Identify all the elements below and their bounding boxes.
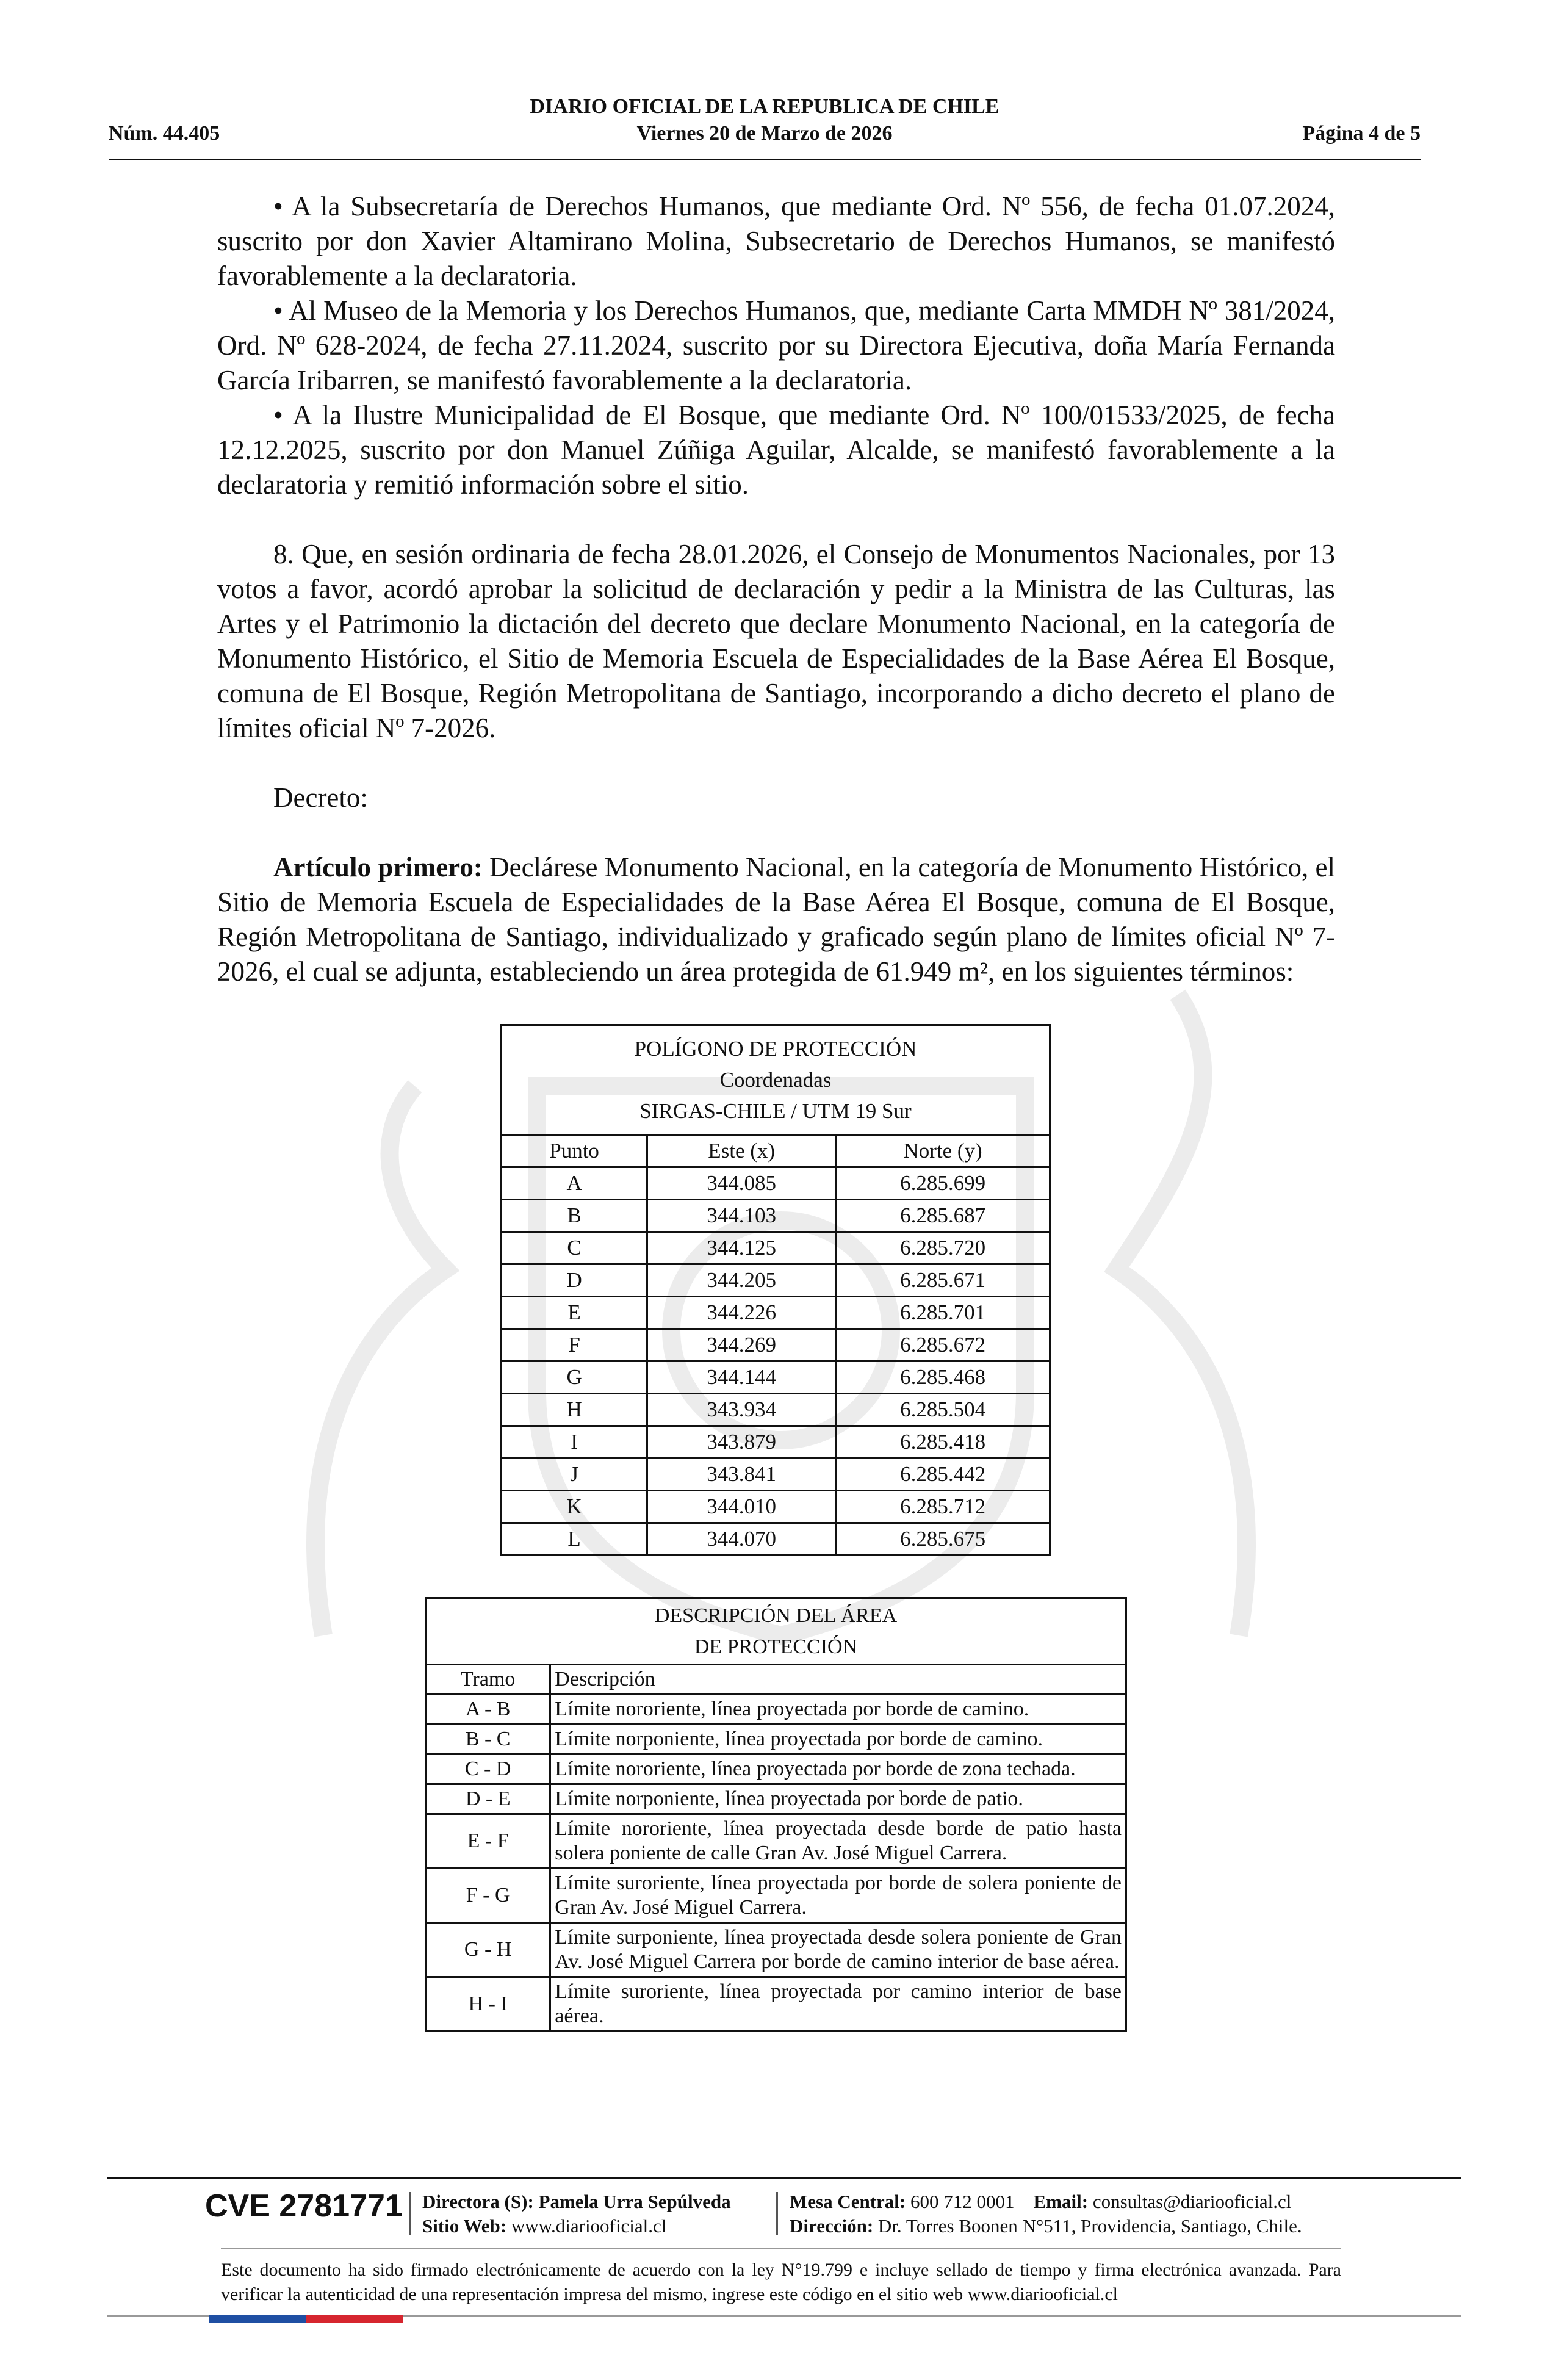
- northing-value: 6.285.701: [836, 1297, 1050, 1329]
- footer-separator-2: [776, 2192, 778, 2235]
- description-row: [426, 1977, 1126, 2032]
- tramo-description: Límite nororiente, línea proyectada por borde de camino.: [550, 1695, 1126, 1725]
- polygon-table-title-row: [502, 1025, 1050, 1135]
- northing-value: 6.285.418: [836, 1426, 1050, 1459]
- polygon-row: [502, 1200, 1050, 1232]
- description-row: [426, 1814, 1126, 1869]
- northing-value: 6.285.720: [836, 1232, 1050, 1264]
- northing-value: 6.285.687: [836, 1200, 1050, 1232]
- tramo-label: G - H: [426, 1923, 550, 1977]
- northing-value: 6.285.672: [836, 1329, 1050, 1361]
- paragraph-consejo: 8. Que, en sesión ordinaria de fecha 28.01.2026, el Consejo de Monumentos Nacionales, por 13 votos a favor, acordó aprobar la solicitud de declaración y pedir a la Ministra de las Culturas, las Artes y el Patrimonio la dictación del decreto que declare Monumento Nacional, en la categoría de Monumento Histórico, el Sitio de Memoria Escuela de Especialidades de la Base Aérea El Bosque, comuna de El Bosque, Región Metropolitana de Santiago, incorporando a dicho decreto el plano de límites oficial Nº 7-2026.: [217, 539, 1335, 743]
- footer-mid-rule: [221, 2248, 1341, 2249]
- page-header: [109, 92, 1421, 160]
- paragraph-municipalidad: • A la Ilustre Municipalidad de El Bosque, que mediante Ord. Nº 100/01533/2025, de fecha 12.12.2025, suscrito por don Manuel Zúñiga Aguilar, Alcalde, se manifestó favorablemente a la declaratoria y remitió información sobre el sitio.: [217, 400, 1335, 500]
- description-table-body: [426, 1695, 1126, 2032]
- area-description-table: [425, 1597, 1127, 2032]
- easting-value: 344.269: [647, 1329, 836, 1361]
- email-label: Email:: [1033, 2191, 1089, 2212]
- northing-value: 6.285.468: [836, 1361, 1050, 1394]
- point-label: C: [502, 1232, 647, 1264]
- col-este: Este (x): [647, 1135, 836, 1167]
- description-row: [426, 1923, 1126, 1977]
- footer-top-rule: [107, 2177, 1461, 2179]
- flag-stripe: [209, 2315, 403, 2323]
- tramo-label: F - G: [426, 1869, 550, 1923]
- northing-value: 6.285.504: [836, 1394, 1050, 1426]
- address-text: Dr. Torres Boonen N°511, Providencia, Santiago, Chile.: [877, 2215, 1302, 2237]
- col-punto: Punto: [502, 1135, 647, 1167]
- tramo-description: Límite surponiente, línea proyectada desde solera poniente de Gran Av. José Miguel Carrera por borde de camino interior de base aérea.: [550, 1923, 1126, 1977]
- tramo-description: Límite suroriente, línea proyectada por camino interior de base aérea.: [550, 1977, 1126, 2032]
- director-label: Directora (S):: [422, 2191, 534, 2212]
- polygon-table-body: [502, 1167, 1050, 1556]
- easting-value: 344.070: [647, 1523, 836, 1556]
- tramo-label: C - D: [426, 1754, 550, 1784]
- northing-value: 6.285.699: [836, 1167, 1050, 1200]
- document-body: [217, 189, 1335, 989]
- polygon-datum: SIRGAS-CHILE / UTM 19 Sur: [639, 1099, 912, 1123]
- northing-value: 6.285.671: [836, 1264, 1050, 1297]
- polygon-title: POLÍGONO DE PROTECCIÓN: [634, 1037, 917, 1061]
- description-row: [426, 1784, 1126, 1814]
- col-tramo: Tramo: [426, 1665, 550, 1695]
- tramo-description: Límite nororiente, línea proyectada por borde de zona techada.: [550, 1754, 1126, 1784]
- easting-value: 344.085: [647, 1167, 836, 1200]
- polygon-row: [502, 1264, 1050, 1297]
- description-row: [426, 1869, 1126, 1923]
- polygon-row: [502, 1297, 1050, 1329]
- polygon-row: [502, 1523, 1050, 1556]
- point-label: B: [502, 1200, 647, 1232]
- polygon-row: [502, 1232, 1050, 1264]
- tramo-description: Límite norponiente, línea proyectada por borde de camino.: [550, 1725, 1126, 1754]
- polygon-row: [502, 1491, 1050, 1523]
- mesa-phone: 600 712 0001: [910, 2191, 1015, 2212]
- site-link[interactable]: www.diariooficial.cl: [511, 2215, 667, 2237]
- easting-value: 344.125: [647, 1232, 836, 1264]
- polygon-row: [502, 1329, 1050, 1361]
- article-text: Declárese Monumento Nacional, en la categoría de Monumento Histórico, el Sitio de Memoria Escuela de Especialidades de la Base Aérea El Bosque, comuna de El Bosque, Región Metropolitana de Santiago, individualizado y graficado según plano de límites oficial Nº 7-2026, el cual se adjunta, estableciendo un área protegida de 61.949 m², en los siguientes términos:: [217, 852, 1335, 987]
- tramo-label: A - B: [426, 1695, 550, 1725]
- footer-director-block: [422, 2190, 731, 2238]
- col-norte: Norte (y): [836, 1135, 1050, 1167]
- description-table-title-row: [426, 1598, 1126, 1665]
- easting-value: 344.205: [647, 1264, 836, 1297]
- polygon-row: [502, 1167, 1050, 1200]
- point-label: E: [502, 1297, 647, 1329]
- polygon-subtitle: Coordenadas: [719, 1068, 832, 1092]
- address-label: Dirección:: [790, 2215, 874, 2237]
- page-indicator: Página 4 de 5: [1302, 122, 1421, 145]
- description-table-header: [426, 1665, 1126, 1695]
- point-label: F: [502, 1329, 647, 1361]
- gazette-title: DIARIO OFICIAL DE LA REPUBLICA DE CHILE: [530, 95, 1000, 118]
- polygon-row: [502, 1426, 1050, 1459]
- polygon-coordinates-table: [500, 1024, 1051, 1556]
- tramo-description: Límite nororiente, línea proyectada desde borde de patio hasta solera poniente de calle Gran Av. José Miguel Carrera.: [550, 1814, 1126, 1869]
- point-label: I: [502, 1426, 647, 1459]
- easting-value: 343.879: [647, 1426, 836, 1459]
- director-name: Pamela Urra Sepúlveda: [538, 2191, 731, 2212]
- easting-value: 343.934: [647, 1394, 836, 1426]
- description-row: [426, 1754, 1126, 1784]
- footer-separator: [409, 2192, 411, 2235]
- description-row: [426, 1695, 1126, 1725]
- tramo-label: H - I: [426, 1977, 550, 2032]
- polygon-row: [502, 1459, 1050, 1491]
- easting-value: 343.841: [647, 1459, 836, 1491]
- flag-red-segment: [306, 2315, 403, 2323]
- col-descripcion: Descripción: [550, 1665, 1126, 1695]
- tramo-label: E - F: [426, 1814, 550, 1869]
- article-heading: Artículo primero:: [273, 852, 483, 882]
- paragraph-museo: • Al Museo de la Memoria y los Derechos Humanos, que, mediante Carta MMDH Nº 381/2024, Ord. Nº 628-2024, de fecha 27.11.2024, suscrito por su Directora Ejecutiva, doña María Fernanda García Iribarren, se manifestó favorablemente a la declaratoria.: [217, 295, 1335, 395]
- tramo-description: Límite suroriente, línea proyectada por borde de solera poniente de Gran Av. José Miguel Carrera.: [550, 1869, 1126, 1923]
- easting-value: 344.010: [647, 1491, 836, 1523]
- paragraph-articulo-primero: [217, 850, 1335, 989]
- email-link[interactable]: consultas@diariooficial.cl: [1092, 2191, 1292, 2212]
- signature-note: Este documento ha sido firmado electrónicamente de acuerdo con la ley N°19.799 e incluye sellado de tiempo y firma electrónica avanzada. Para verificar la autenticidad de una representación impresa del mismo, ingrese este código en el sitio web www.diariooficial.cl: [221, 2260, 1341, 2304]
- description-title: DESCRIPCIÓN DEL ÁREA: [654, 1604, 898, 1627]
- tramo-description: Límite norponiente, línea proyectada por borde de patio.: [550, 1784, 1126, 1814]
- flag-blue-segment: [209, 2315, 306, 2323]
- point-label: H: [502, 1394, 647, 1426]
- description-row: [426, 1725, 1126, 1754]
- polygon-row: [502, 1394, 1050, 1426]
- issue-number: Núm. 44.405: [109, 122, 220, 145]
- point-label: G: [502, 1361, 647, 1394]
- paragraph-decreto: Decreto:: [273, 782, 368, 813]
- northing-value: 6.285.675: [836, 1523, 1050, 1556]
- easting-value: 344.103: [647, 1200, 836, 1232]
- paragraph-subsecretaria: • A la Subsecretaría de Derechos Humanos, que mediante Ord. Nº 556, de fecha 01.07.2024, suscrito por don Xavier Altamirano Molina, Subsecretario de Derechos Humanos, se manifestó favorablemente a la declaratoria.: [217, 191, 1335, 291]
- easting-value: 344.226: [647, 1297, 836, 1329]
- point-label: L: [502, 1523, 647, 1556]
- easting-value: 344.144: [647, 1361, 836, 1394]
- point-label: J: [502, 1459, 647, 1491]
- polygon-table-header: [502, 1135, 1050, 1167]
- issue-date: Viernes 20 de Marzo de 2026: [636, 122, 893, 145]
- northing-value: 6.285.442: [836, 1459, 1050, 1491]
- point-label: A: [502, 1167, 647, 1200]
- tramo-label: B - C: [426, 1725, 550, 1754]
- tramo-label: D - E: [426, 1784, 550, 1814]
- northing-value: 6.285.712: [836, 1491, 1050, 1523]
- cve-code: CVE 2781771: [205, 2188, 403, 2224]
- mesa-label: Mesa Central:: [790, 2191, 906, 2212]
- description-title-2: DE PROTECCIÓN: [694, 1635, 858, 1658]
- polygon-row: [502, 1361, 1050, 1394]
- point-label: K: [502, 1491, 647, 1523]
- footer-contact-block: [790, 2190, 1302, 2238]
- point-label: D: [502, 1264, 647, 1297]
- site-label: Sitio Web:: [422, 2215, 507, 2237]
